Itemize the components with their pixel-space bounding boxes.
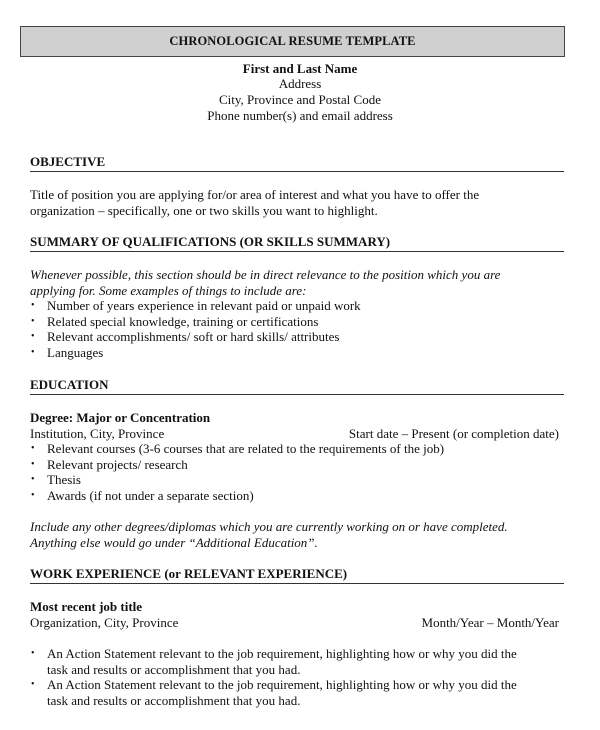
education-note — [30, 519, 570, 551]
objective-line: Title of position you are applying for/or area of interest and what you have to offer the — [30, 187, 480, 202]
city-line: City, Province and Postal Code — [218, 92, 381, 107]
education-bullet-list — [30, 441, 444, 503]
list-item: • Relevant courses (3-6 courses that are related to the requirements of the job) — [30, 441, 444, 457]
list-item — [30, 646, 570, 677]
list-item: • Awards (if not under a separate section) — [30, 488, 444, 504]
document-title: CHRONOLOGICAL RESUME TEMPLATE — [20, 26, 565, 57]
list-item — [30, 677, 570, 708]
list-item: • Related special knowledge, training or certifications — [30, 314, 361, 330]
summary-heading: SUMMARY OF QUALIFICATIONS (OR SKILLS SUMMARY) — [30, 234, 564, 252]
list-item: • Number of years experience in relevant paid or unpaid work — [30, 298, 361, 314]
objective-line: organization – specifically, one or two skills you want to highlight. — [30, 203, 378, 218]
bullet-line: • An Action Statement relevant to the job requirement, highlighting how or why you did the — [47, 677, 517, 693]
bullet-line: • An Action Statement relevant to the job requirement, highlighting how or why you did the — [47, 646, 517, 661]
education-dates: Start date – Present (or completion date) — [348, 426, 559, 441]
work-dates: Month/Year – Month/Year — [421, 615, 559, 630]
objective-heading: OBJECTIVE — [30, 154, 564, 172]
bullet-line: task and results or accomplishment that you had. — [47, 692, 301, 708]
address-line: Address — [278, 76, 322, 91]
contact-line: Phone number(s) and email address — [207, 108, 393, 123]
work-heading: WORK EXPERIENCE (or RELEVANT EXPERIENCE) — [30, 566, 564, 584]
list-item: • Thesis — [30, 472, 444, 488]
organization-line: Organization, City, Province — [30, 615, 179, 630]
education-note-line: Anything else would go under “Additional Education”. — [30, 535, 318, 550]
work-bullet-list — [30, 646, 570, 708]
summary-bullet-list — [30, 298, 361, 360]
objective-text — [30, 187, 570, 219]
list-item: • Languages — [30, 345, 361, 361]
degree-line: Degree: Major or Concentration — [30, 410, 211, 425]
job-title: Most recent job title — [30, 599, 143, 614]
bullet-line: task and results or accomplishment that you had. — [47, 661, 301, 677]
education-heading: EDUCATION — [30, 377, 564, 395]
list-item: • Relevant accomplishments/ soft or hard skills/ attributes — [30, 329, 361, 345]
summary-intro-line: applying for. Some examples of things to include are: — [30, 283, 307, 298]
applicant-name: First and Last Name — [242, 61, 358, 76]
summary-intro — [30, 267, 570, 299]
institution-line: Institution, City, Province — [30, 426, 165, 441]
summary-intro-line: Whenever possible, this section should be in direct relevance to the position which you are — [30, 267, 501, 282]
list-item: • Relevant projects/ research — [30, 457, 444, 473]
education-note-line: Include any other degrees/diplomas which you are currently working on or have completed. — [30, 519, 508, 534]
